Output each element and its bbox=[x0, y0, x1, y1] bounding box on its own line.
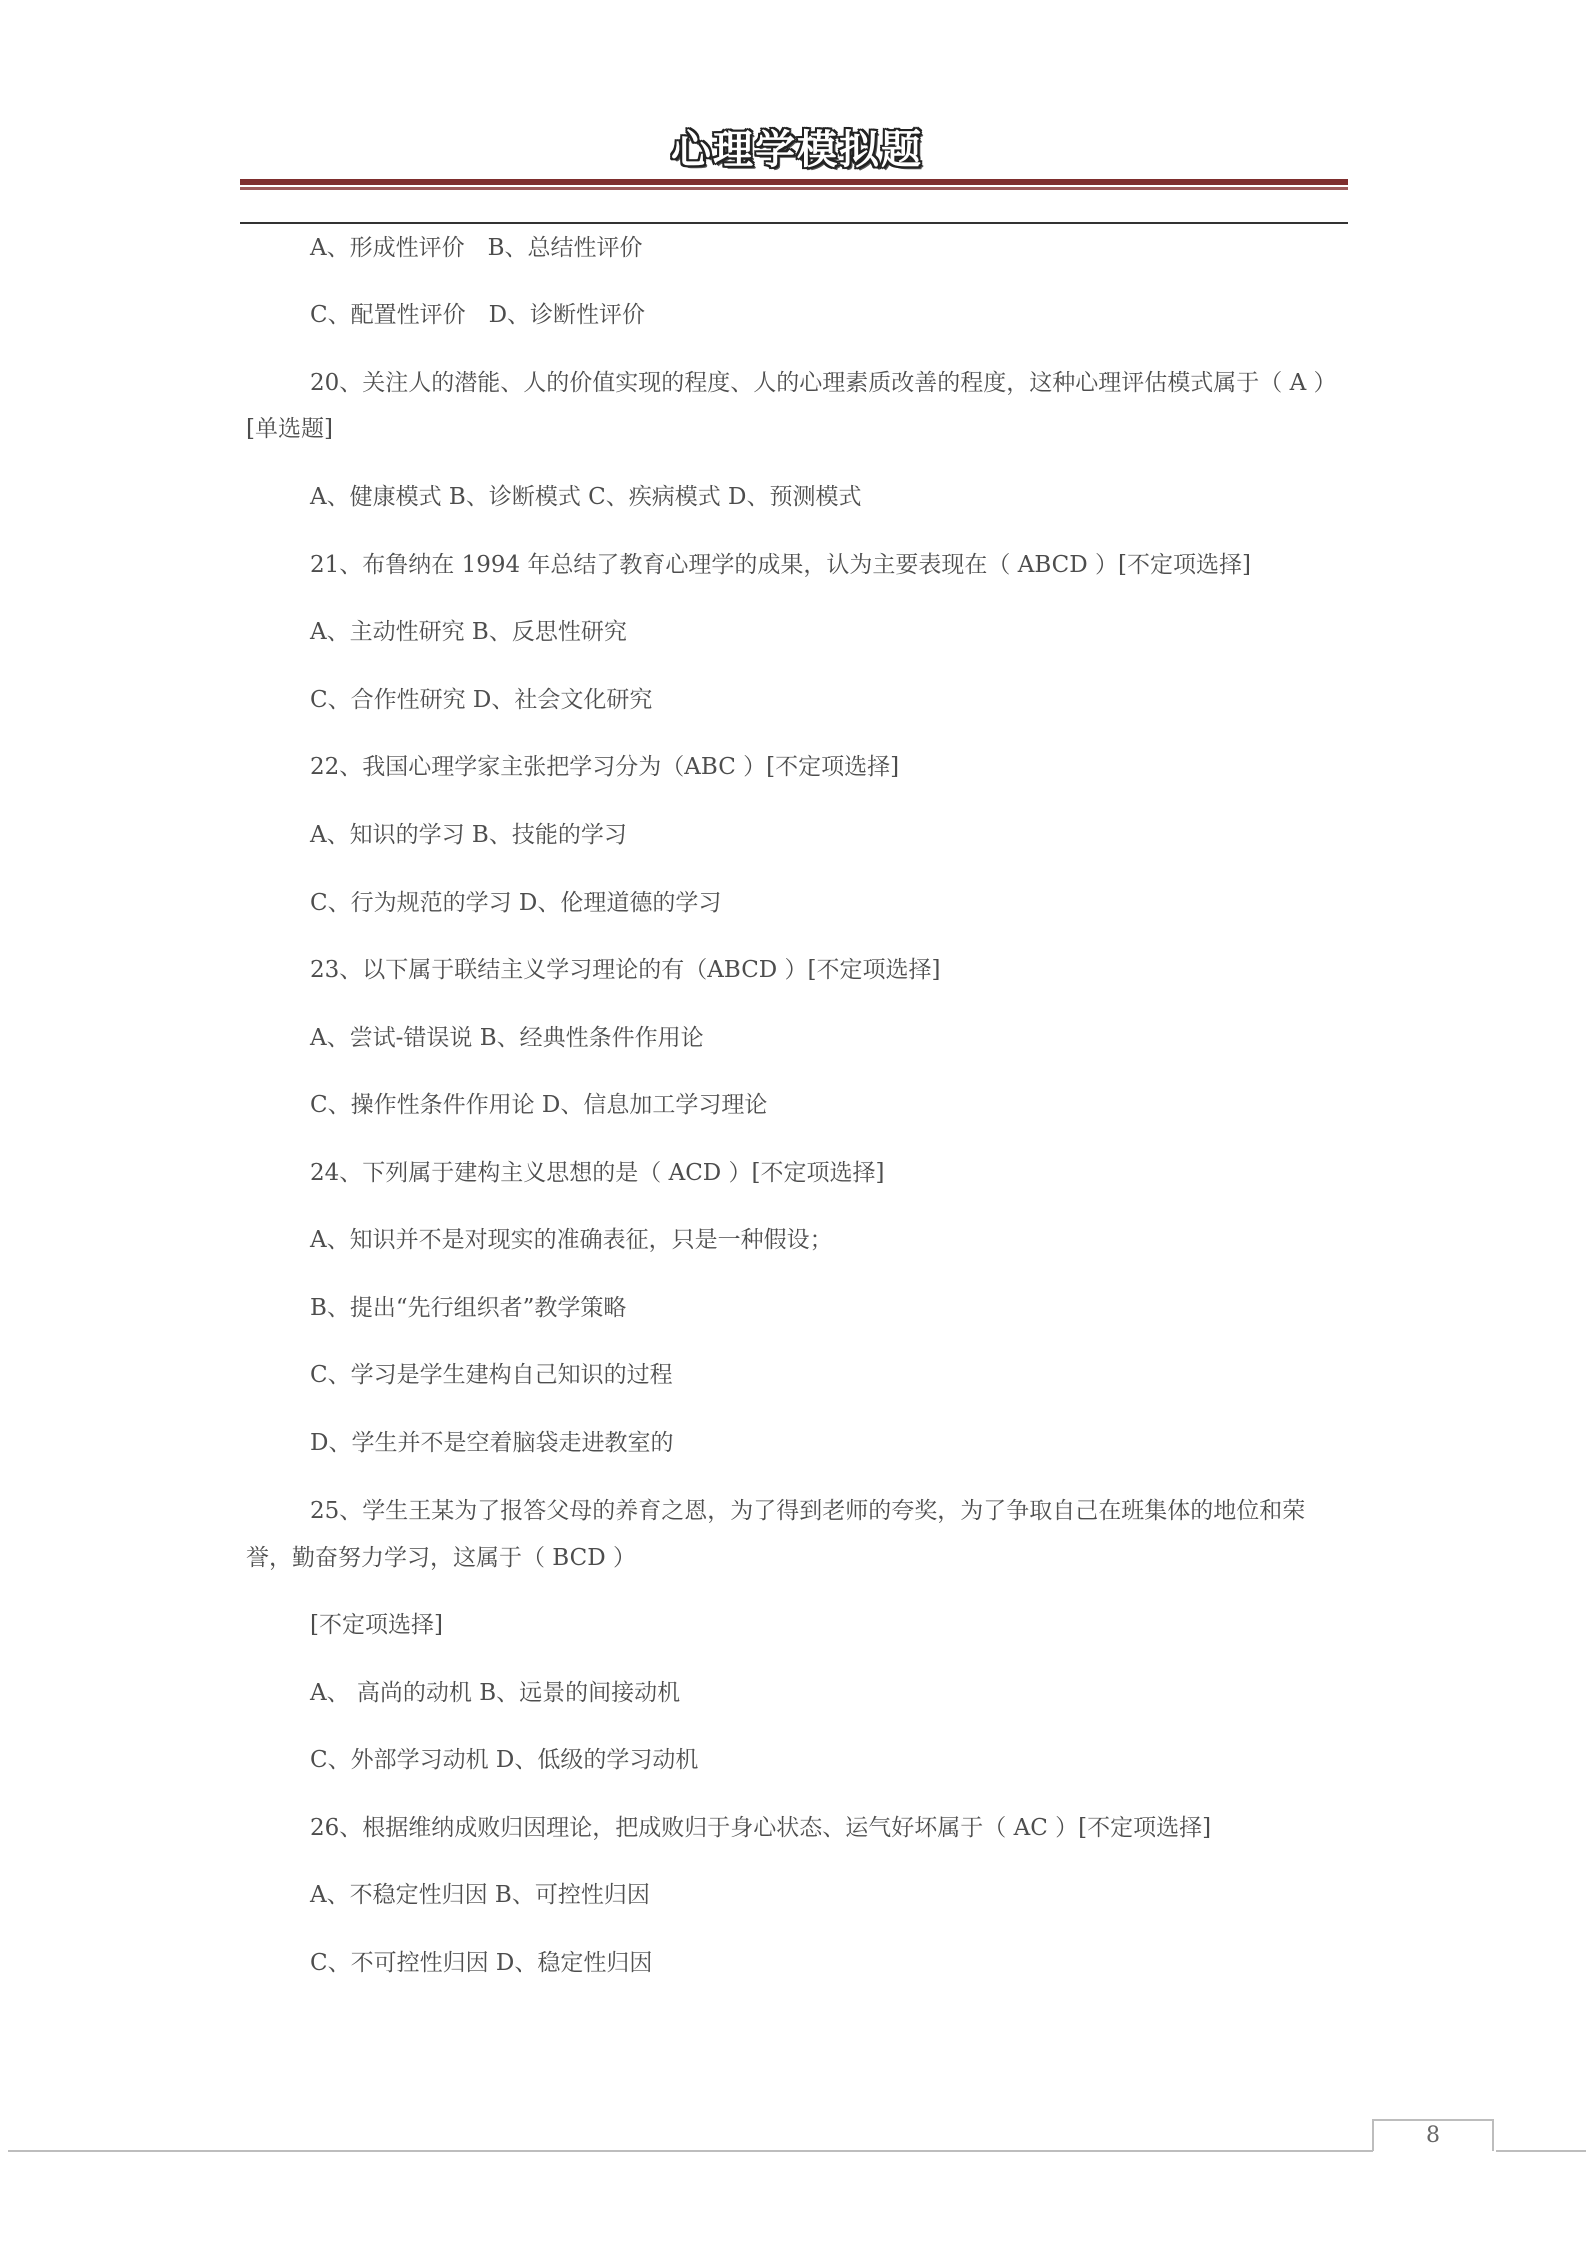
option-line: A、知识的学习 B、技能的学习 bbox=[310, 822, 627, 848]
option-line: A、主动性研究 B、反思性研究 bbox=[310, 619, 627, 645]
question-stem: 25、学生王某为了报答父母的养育之恩，为了得到老师的夸奖，为了争取自己在班集体的地位和荣 bbox=[310, 1498, 1306, 1524]
footer-rule bbox=[1496, 2150, 1586, 2152]
option-line: C、操作性条件作用论 D、信息加工学习理论 bbox=[310, 1092, 768, 1118]
footer-rule bbox=[8, 2150, 1373, 2152]
page-number: 8 bbox=[1372, 2119, 1494, 2151]
header-rule-accent bbox=[240, 187, 1348, 190]
option-line: C、配置性评价 D、诊断性评价 bbox=[310, 302, 646, 328]
option-line: A、不稳定性归因 B、可控性归因 bbox=[310, 1882, 650, 1908]
option-line: C、合作性研究 D、社会文化研究 bbox=[310, 687, 653, 713]
question-type: [单选题] bbox=[246, 416, 333, 442]
question-stem: 20、关注人的潜能、人的价值实现的程度、人的心理素质改善的程度，这种心理评估模式属于（ A ） bbox=[310, 370, 1337, 396]
question-type: [不定项选择] bbox=[310, 1612, 443, 1638]
page-header-title: 心理学模拟题 bbox=[671, 127, 923, 173]
option-line: A、形成性评价 B、总结性评价 bbox=[310, 235, 643, 261]
option-line: C、外部学习动机 D、低级的学习动机 bbox=[310, 1747, 699, 1773]
option-line: C、行为规范的学习 D、伦理道德的学习 bbox=[310, 890, 722, 916]
option-line: B、提出“先行组织者”教学策略 bbox=[310, 1295, 627, 1321]
question-stem: 21、布鲁纳在 1994 年总结了教育心理学的成果，认为主要表现在（ ABCD ）[不定项选择] bbox=[310, 552, 1251, 578]
header-rule-thin bbox=[240, 222, 1348, 224]
question-stem: 誉，勤奋努力学习，这属于（ BCD ） bbox=[246, 1545, 636, 1571]
header-rule-thick bbox=[240, 179, 1348, 185]
question-stem: 23、以下属于联结主义学习理论的有（ABCD ）[不定项选择] bbox=[310, 957, 941, 983]
option-line: C、学习是学生建构自己知识的过程 bbox=[310, 1362, 673, 1388]
question-stem: 24、下列属于建构主义思想的是（ ACD ）[不定项选择] bbox=[310, 1160, 885, 1186]
option-line: C、不可控性归因 D、稳定性归因 bbox=[310, 1950, 653, 1976]
question-stem: 22、我国心理学家主张把学习分为（ABC ）[不定项选择] bbox=[310, 754, 900, 780]
option-line: A、健康模式 B、诊断模式 C、疾病模式 D、预测模式 bbox=[310, 484, 862, 510]
option-line: D、学生并不是空着脑袋走进教室的 bbox=[310, 1430, 674, 1456]
option-line: A、知识并不是对现实的准确表征，只是一种假设； bbox=[310, 1227, 833, 1253]
option-line: A、尝试-错误说 B、经典性条件作用论 bbox=[310, 1025, 704, 1051]
question-stem: 26、根据维纳成败归因理论，把成败归于身心状态、运气好坏属于（ AC ）[不定项选择] bbox=[310, 1815, 1212, 1841]
option-line: A、 高尚的动机 B、远景的间接动机 bbox=[310, 1680, 681, 1706]
